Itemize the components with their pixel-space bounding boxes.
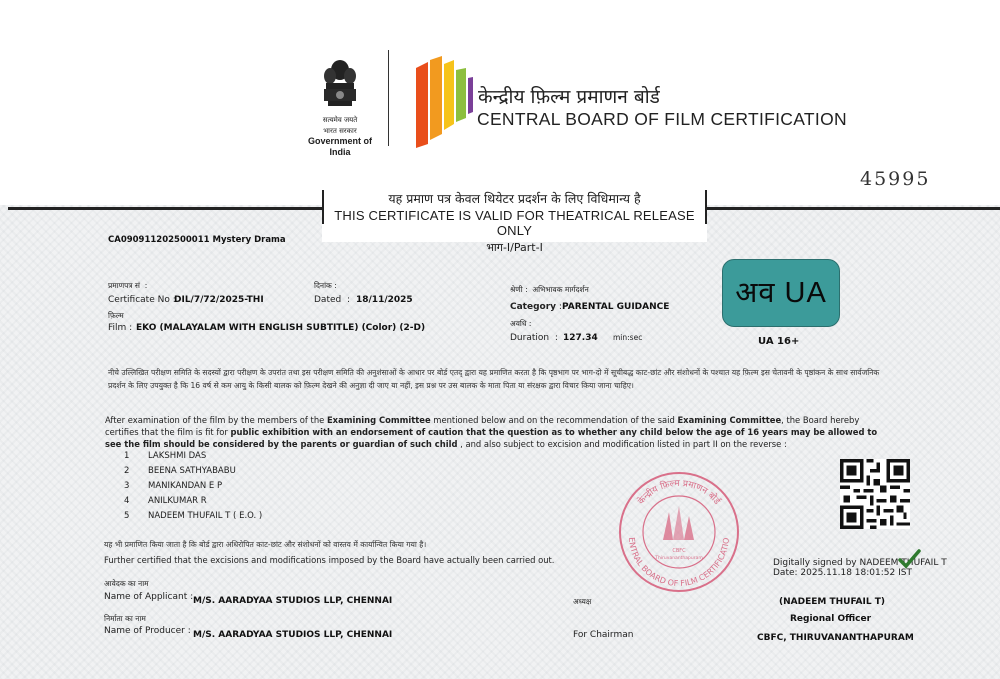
rating-badge: अव UA bbox=[722, 259, 840, 327]
english-certification-text: After examination of the film by the members of the Examining Committee mentioned below and on the recommendation of the said Examining Committee, the Board hereby certifies that the film is fit for public exhibition with an endorsement of caution that the question as to whether any child below the age of 16 years may be allowed to see the film should be considered by the parents or guardian of such child , and also subject to excision and modification listed in part II on the reverse : bbox=[105, 415, 878, 449]
cbfc-seal-stamp bbox=[617, 470, 741, 594]
banner-bracket-left bbox=[322, 190, 324, 224]
qr-code-icon bbox=[840, 459, 910, 529]
verified-check-icon bbox=[897, 547, 921, 571]
date-label: Dated : bbox=[314, 295, 350, 305]
film-label: Film : bbox=[108, 323, 133, 333]
date-value: 18/11/2025 bbox=[356, 295, 413, 305]
emblem-hindi: भारत सरकार bbox=[323, 127, 357, 135]
validity-hindi: यह प्रमाण पत्र केवल थियेटर प्रदर्शन के लिए विधिमान्य है bbox=[388, 191, 641, 206]
reference-code: CA090911202500011 Mystery Drama bbox=[108, 235, 286, 245]
cbfc-logo-icon bbox=[412, 54, 474, 149]
duration-value: 127.34 bbox=[563, 333, 598, 343]
duration-unit: min:sec bbox=[613, 333, 643, 342]
emblem-motto: सत्यमेव जयते bbox=[322, 116, 358, 124]
committee-member: 1 LAKSHMI DAS bbox=[124, 451, 207, 461]
for-chairman-label: For Chairman bbox=[573, 630, 634, 640]
digital-signature-line2: Date: 2025.11.18 18:01:52 IST bbox=[773, 568, 912, 578]
cert-no-label: Certificate No : bbox=[108, 295, 176, 305]
film-value: EKO (MALAYALAM WITH ENGLISH SUBTITLE) (Color) (2-D) bbox=[136, 323, 426, 333]
committee-member: 2 BEENA SATHYABABU bbox=[124, 466, 236, 476]
header-divider bbox=[388, 50, 389, 146]
applicant-hindi-label: आवेदक का नाम bbox=[104, 579, 149, 588]
banner-bracket-right bbox=[705, 190, 707, 224]
film-hindi-label: फ़िल्म bbox=[108, 311, 124, 320]
further-hindi: यह भी प्रमाणित किया जाता है कि बोर्ड द्वारा अधिरोपित काट-छांट और संशोधनों को वास्तव में कार्यान्वित किया गया है। bbox=[104, 540, 427, 549]
committee-list bbox=[124, 451, 262, 526]
svg-text:CENTRAL BOARD OF FILM CERTIFIC: ENTRAL BOARD OF FILM CERTIFICATIO bbox=[626, 537, 732, 589]
validity-banner bbox=[322, 188, 707, 254]
government-emblem bbox=[300, 58, 380, 158]
serial-number: 45995 bbox=[860, 168, 931, 190]
officer-office: CBFC, THIRUVANANTHAPURAM bbox=[757, 633, 914, 643]
date-hindi-label: दिनांक : bbox=[314, 281, 337, 290]
category-hindi-label: श्रेणी : अभिभावक मार्गदर्शन bbox=[510, 285, 589, 294]
producer-label: Name of Producer : bbox=[104, 626, 191, 636]
part-label: भाग-I/Part-I bbox=[486, 241, 543, 254]
svg-text:केन्द्रीय फ़िल्म प्रमाणन बोर्ड: केन्द्रीय फ़िल्म प्रमाणन बोर्ड bbox=[636, 478, 722, 507]
rating-sub-label: UA 16+ bbox=[758, 336, 800, 347]
officer-title: Regional Officer bbox=[790, 614, 872, 624]
producer-value: M/S. AARADYAA STUDIOS LLP, CHENNAI bbox=[193, 630, 393, 640]
applicant-value: M/S. AARADYAA STUDIOS LLP, CHENNAI bbox=[193, 596, 393, 606]
emblem-government-of-india: Government of India bbox=[307, 136, 372, 157]
applicant-label: Name of Applicant : bbox=[104, 592, 194, 602]
lion-capital-icon bbox=[320, 58, 360, 110]
committee-member: 4 ANILKUMAR R bbox=[124, 496, 207, 506]
rule-right bbox=[707, 207, 1000, 210]
board-name-english: CENTRAL BOARD OF FILM CERTIFICATION bbox=[477, 109, 847, 129]
cert-no-value: DIL/7/72/2025-THI bbox=[174, 295, 264, 305]
svg-text:Thiruvananthapuram: Thiruvananthapuram bbox=[655, 556, 703, 561]
chairman-hindi-label: अध्यक्ष bbox=[573, 597, 592, 606]
duration-hindi-label: अवधि : bbox=[510, 319, 532, 328]
validity-english: THIS CERTIFICATE IS VALID FOR THEATRICAL RELEASE ONLY bbox=[334, 208, 695, 238]
committee-member: 5 NADEEM THUFAIL T ( E.O. ) bbox=[124, 511, 263, 521]
further-english: Further certified that the excisions and modifications imposed by the Board have actually been carried out. bbox=[104, 555, 555, 565]
svg-text:CBFC: CBFC bbox=[672, 548, 686, 554]
producer-hindi-label: निर्माता का नाम bbox=[104, 614, 146, 623]
category-label: Category : bbox=[510, 302, 562, 312]
board-name-hindi: केन्द्रीय फ़िल्म प्रमाणन बोर्ड bbox=[478, 86, 660, 108]
category-value: PARENTAL GUIDANCE bbox=[562, 302, 670, 312]
hindi-certification-text: नीचे उल्लिखित परीक्षण समिति के सदस्यों द्वारा परीक्षण के उपरांत तथा इस परीक्षण समिति की अनुशंसाओं के आधार पर बोर्ड एतद् द्वारा यह प्रमाणित करता है कि पृष्ठभाग पर भाग-दो में सूचीबद्ध काट-छांट और संशोधनों के पश्चात यह फ़िल्म इस चेतावनी के पृष्ठांकन के साथ सार्वजनिक प्रदर्शन के लिए उपयुक्त है कि 16 वर्ष से कम आयु के किसी बालक को फ़िल्म देखने की अनुज्ञा दी जाए या नहीं, इस प्रश्न पर उस बालक के माता पिता या संरक्षक द्वारा विचार किया जाना चाहिए। bbox=[108, 368, 880, 390]
committee-member: 3 MANIKANDAN E P bbox=[124, 481, 223, 491]
duration-label: Duration : bbox=[510, 333, 558, 343]
cert-no-hindi-label: प्रमाणपत्र सं : bbox=[108, 281, 148, 290]
digital-signature-line1: Digitally signed by NADEEM THUFAIL T bbox=[773, 558, 947, 568]
officer-name: (NADEEM THUFAIL T) bbox=[779, 597, 885, 607]
rule-left bbox=[8, 207, 322, 210]
